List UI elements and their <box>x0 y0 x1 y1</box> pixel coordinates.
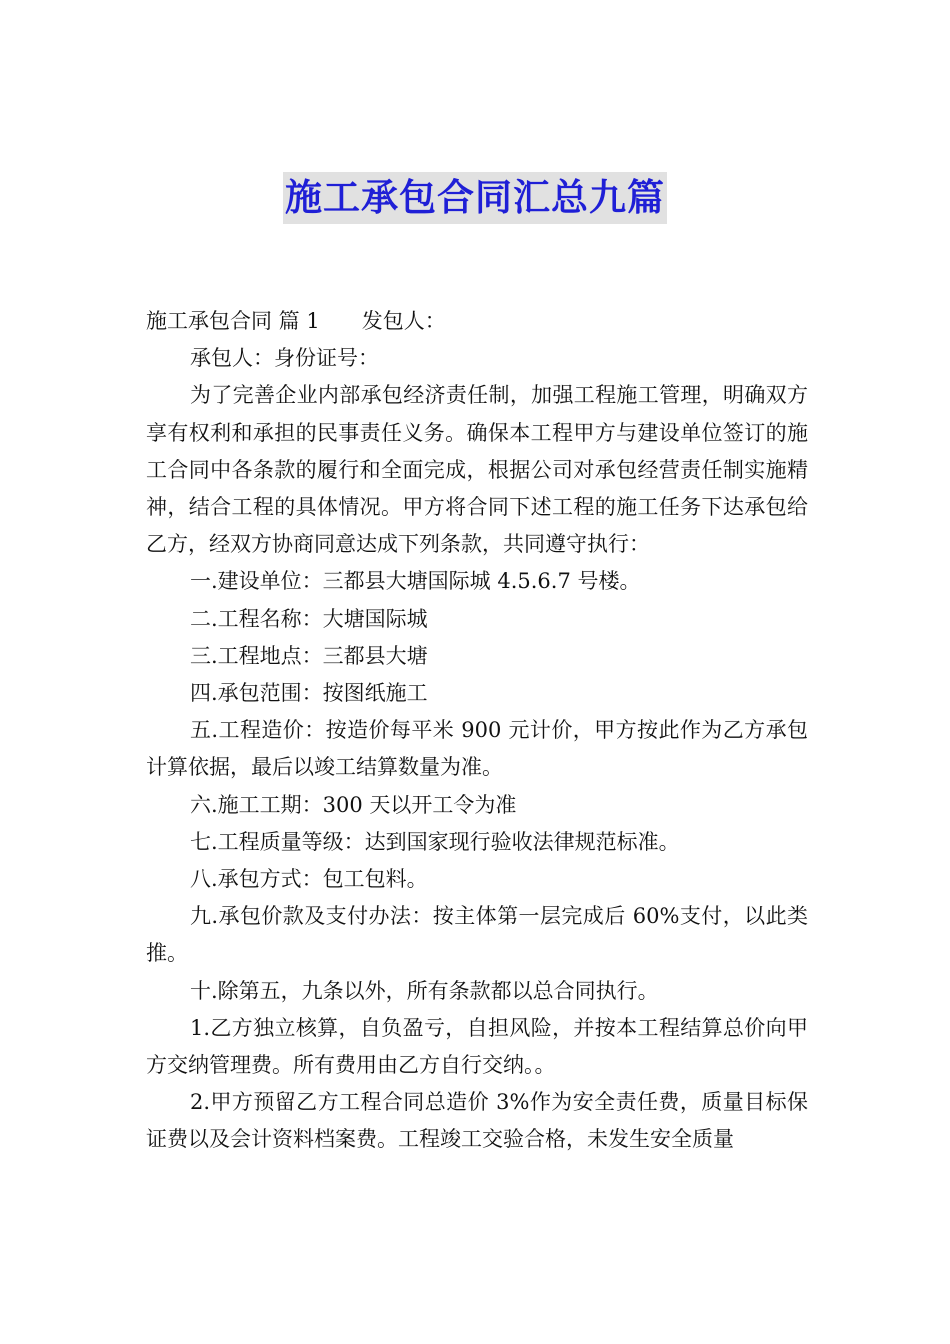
clause-6: 六.施工工期：300 天以开工令为准 <box>190 792 517 817</box>
section-heading-line <box>146 303 808 340</box>
issuer-label: 发包人： <box>361 309 446 333</box>
clause-3: 三.工程地点：三都县大塘 <box>190 643 428 668</box>
document-body <box>146 303 808 1159</box>
contractor-line: 承包人：身份证号： <box>190 346 379 371</box>
document-title-block <box>0 172 950 224</box>
document-title: 施工承包合同汇总九篇 <box>283 172 667 224</box>
clause-5: 五.工程造价：按造价每平米 900 元计价，甲方按此作为乙方承包计算依据，最后以竣工结算数量为准。 <box>146 718 808 780</box>
clause-8: 八.承包方式：包工包料。 <box>190 867 428 892</box>
preamble-paragraph: 为了完善企业内部承包经济责任制，加强工程施工管理，明确双方享有权利和承担的民事责任义务。确保本工程甲方与建设单位签订的施工合同中各条款的履行和全面完成，根据公司对承包经营责任制实施精神，结合工程的具体情况。甲方将合同下述工程的施工任务下达承包给乙方，经双方协商同意达成下列条款，共同遵守执行： <box>146 383 808 557</box>
sub-clause-2: 2.甲方预留乙方工程合同总造价 3%作为安全责任费，质量目标保证费以及会计资料档案费。工程竣工交验合格，未发生安全质量 <box>146 1090 808 1152</box>
section-label: 施工承包合同 篇 1 <box>146 309 320 333</box>
clause-10: 十.除第五，九条以外，所有条款都以总合同执行。 <box>190 978 659 1003</box>
clause-1: 一.建设单位：三都县大塘国际城 4.5.6.7 号楼。 <box>190 569 641 594</box>
sub-clause-1: 1.乙方独立核算，自负盈亏，自担风险，并按本工程结算总价向甲方交纳管理费。所有费用由乙方自行交纳。。 <box>146 1015 808 1078</box>
clause-2: 二.工程名称：大塘国际城 <box>190 606 428 631</box>
clause-9: 九.承包价款及支付办法：按主体第一层完成后 60%支付，以此类推。 <box>146 904 808 966</box>
clause-4: 四.承包范围：按图纸施工 <box>190 681 428 706</box>
clause-7: 七.工程质量等级：达到国家现行验收法律规范标准。 <box>190 829 680 854</box>
